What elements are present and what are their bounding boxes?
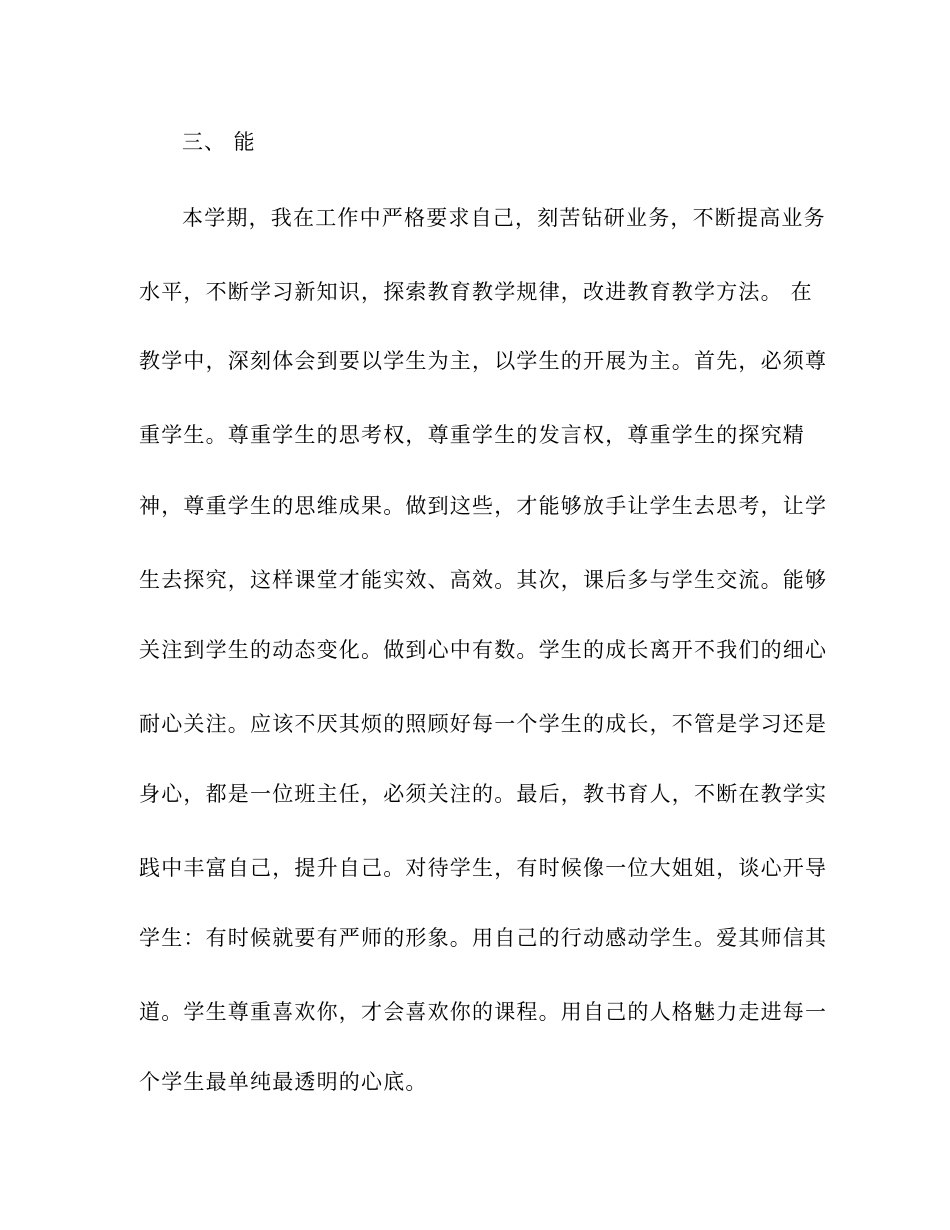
- paragraph-line: 践中丰富自己，提升自己。对待学生，有时候像一位大姐姐，谈心开导: [139, 856, 828, 880]
- paragraph-line: 个学生最单纯最透明的心底。: [139, 1070, 428, 1094]
- paragraph-line: 身心，都是一位班主任，必须关注的。最后，教书育人，不断在教学实: [139, 782, 828, 806]
- paragraph-line: 本学期，我在工作中严格要求自己，刻苦钻研业务，不断提高业务: [182, 206, 826, 230]
- paragraph-line: 神，尊重学生的思维成果。做到这些，才能够放手让学生去思考，让学: [139, 494, 828, 518]
- paragraph-line: 教学中，深刻体会到要以学生为主，以学生的开展为主。首先，必须尊: [139, 349, 828, 373]
- paragraph-line: 生去探究，这样课堂才能实效、高效。其次，课后多与学生交流。能够: [139, 568, 828, 592]
- section-heading: 三、 能: [182, 130, 256, 154]
- paragraph-line: 关注到学生的动态变化。做到心中有数。学生的成长离开不我们的细心: [139, 638, 828, 662]
- paragraph-line: 学生：有时候就要有严师的形象。用自己的行动感动学生。爱其师信其: [139, 926, 828, 950]
- paragraph-line: 水平，不断学习新知识，探索教育教学规律，改进教育教学方法。 在: [139, 280, 813, 304]
- paragraph-line: 重学生。尊重学生的思考权，尊重学生的发言权，尊重学生的探究精: [139, 423, 805, 447]
- paragraph-line: 耐心关注。应该不厌其烦的照顾好每一个学生的成长，不管是学习还是: [139, 712, 828, 736]
- paragraph-line: 道。学生尊重喜欢你，才会喜欢你的课程。用自己的人格魅力走进每一: [139, 1000, 828, 1024]
